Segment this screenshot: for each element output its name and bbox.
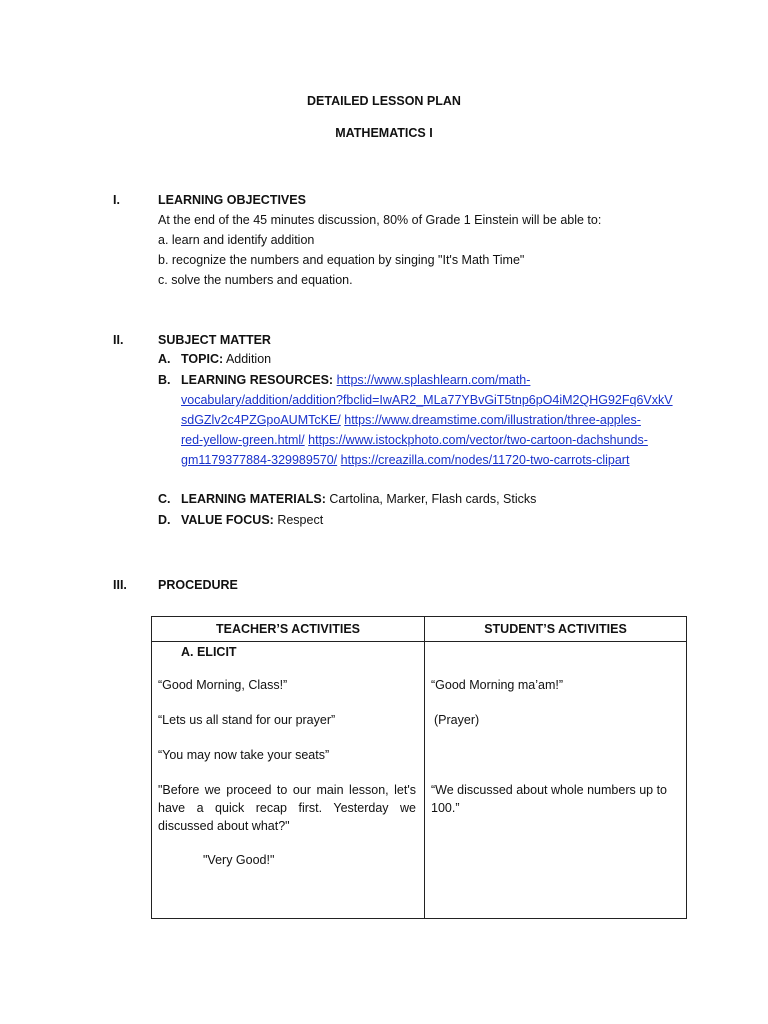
- student-activities-cell: [425, 642, 687, 919]
- student-activities-header: STUDENT’S ACTIVITIES: [425, 617, 687, 642]
- value-focus-row: [158, 513, 323, 527]
- resources-line-5: [181, 453, 629, 467]
- resources-line-4: [181, 433, 648, 447]
- value-focus-value: Respect: [277, 513, 324, 527]
- objective-b: b. recognize the numbers and equation by singing "It's Math Time": [158, 253, 525, 267]
- resources-line-2: [181, 393, 673, 407]
- resource-link-splashlearn-cont[interactable]: vocabulary/addition/addition?fbclid=IwAR2_MLa77YBvGiT5tnp6pO4iM2QHG92Fq6VxkV: [181, 393, 673, 407]
- topic-label: TOPIC:: [181, 352, 224, 366]
- table-row: [152, 642, 687, 919]
- topic-value: Addition: [225, 352, 272, 366]
- value-focus-letter: D.: [158, 513, 171, 527]
- teacher-recap: "Before we proceed to our main lesson, let's have a quick recap first. Yesterday we discussed about what?": [158, 783, 416, 833]
- materials-value: Cartolina, Marker, Flash cards, Sticks: [329, 492, 537, 506]
- teacher-prayer: “Lets us all stand for our prayer”: [158, 713, 336, 727]
- student-answer: “We discussed about whole numbers up to 100.”: [431, 783, 668, 815]
- topic-letter: A.: [158, 352, 171, 366]
- elicit-heading: A. ELICIT: [181, 645, 237, 659]
- section-iii-numeral: III.: [113, 578, 127, 592]
- teacher-activities-cell: [152, 642, 425, 919]
- section-ii-heading: SUBJECT MATTER: [158, 333, 271, 347]
- resource-link-creazilla[interactable]: https://creazilla.com/nodes/11720-two-carrots-clipart: [340, 453, 630, 467]
- materials-row: [158, 492, 536, 506]
- table-header-row: [152, 617, 687, 642]
- section-i-numeral: I.: [113, 193, 120, 207]
- resources-row: [158, 373, 530, 387]
- resource-link-splashlearn-end[interactable]: sdGZlv2c4PZGpoAUMTcKE/: [181, 413, 341, 427]
- resource-link-istockphoto-end[interactable]: gm1179377884-329989570/: [181, 453, 338, 467]
- objective-a: a. learn and identify addition: [158, 233, 315, 247]
- value-focus-label: VALUE FOCUS:: [181, 513, 274, 527]
- resource-link-dreamstime-end[interactable]: red-yellow-green.html/: [181, 433, 305, 447]
- student-greeting: “Good Morning ma’am!”: [431, 678, 563, 692]
- resource-link-dreamstime[interactable]: https://www.dreamstime.com/illustration/three-apples-: [344, 413, 641, 427]
- resources-label: LEARNING RESOURCES:: [181, 373, 334, 387]
- section-i-heading: LEARNING OBJECTIVES: [158, 193, 306, 207]
- materials-label: LEARNING MATERIALS:: [181, 492, 326, 506]
- teacher-seats: “You may now take your seats”: [158, 748, 330, 762]
- teacher-praise: "Very Good!": [203, 853, 275, 867]
- document-subtitle: MATHEMATICS I: [335, 126, 433, 140]
- resources-letter: B.: [158, 373, 171, 387]
- student-prayer: (Prayer): [434, 713, 480, 727]
- document-title: DETAILED LESSON PLAN: [307, 94, 461, 108]
- teacher-activities-header: TEACHER’S ACTIVITIES: [152, 617, 425, 642]
- resources-line-3: [181, 413, 641, 427]
- section-iii-heading: PROCEDURE: [158, 578, 238, 592]
- procedure-table: [151, 616, 687, 919]
- section-ii-numeral: II.: [113, 333, 124, 347]
- objectives-intro: At the end of the 45 minutes discussion, 80% of Grade 1 Einstein will be able to:: [158, 213, 602, 227]
- objective-c: c. solve the numbers and equation.: [158, 273, 353, 287]
- resource-link-istockphoto[interactable]: https://www.istockphoto.com/vector/two-cartoon-dachshunds-: [308, 433, 648, 447]
- resource-link-splashlearn[interactable]: https://www.splashlearn.com/math-: [336, 373, 531, 387]
- topic-row: [158, 352, 271, 366]
- teacher-greeting: “Good Morning, Class!”: [158, 678, 288, 692]
- materials-letter: C.: [158, 492, 171, 506]
